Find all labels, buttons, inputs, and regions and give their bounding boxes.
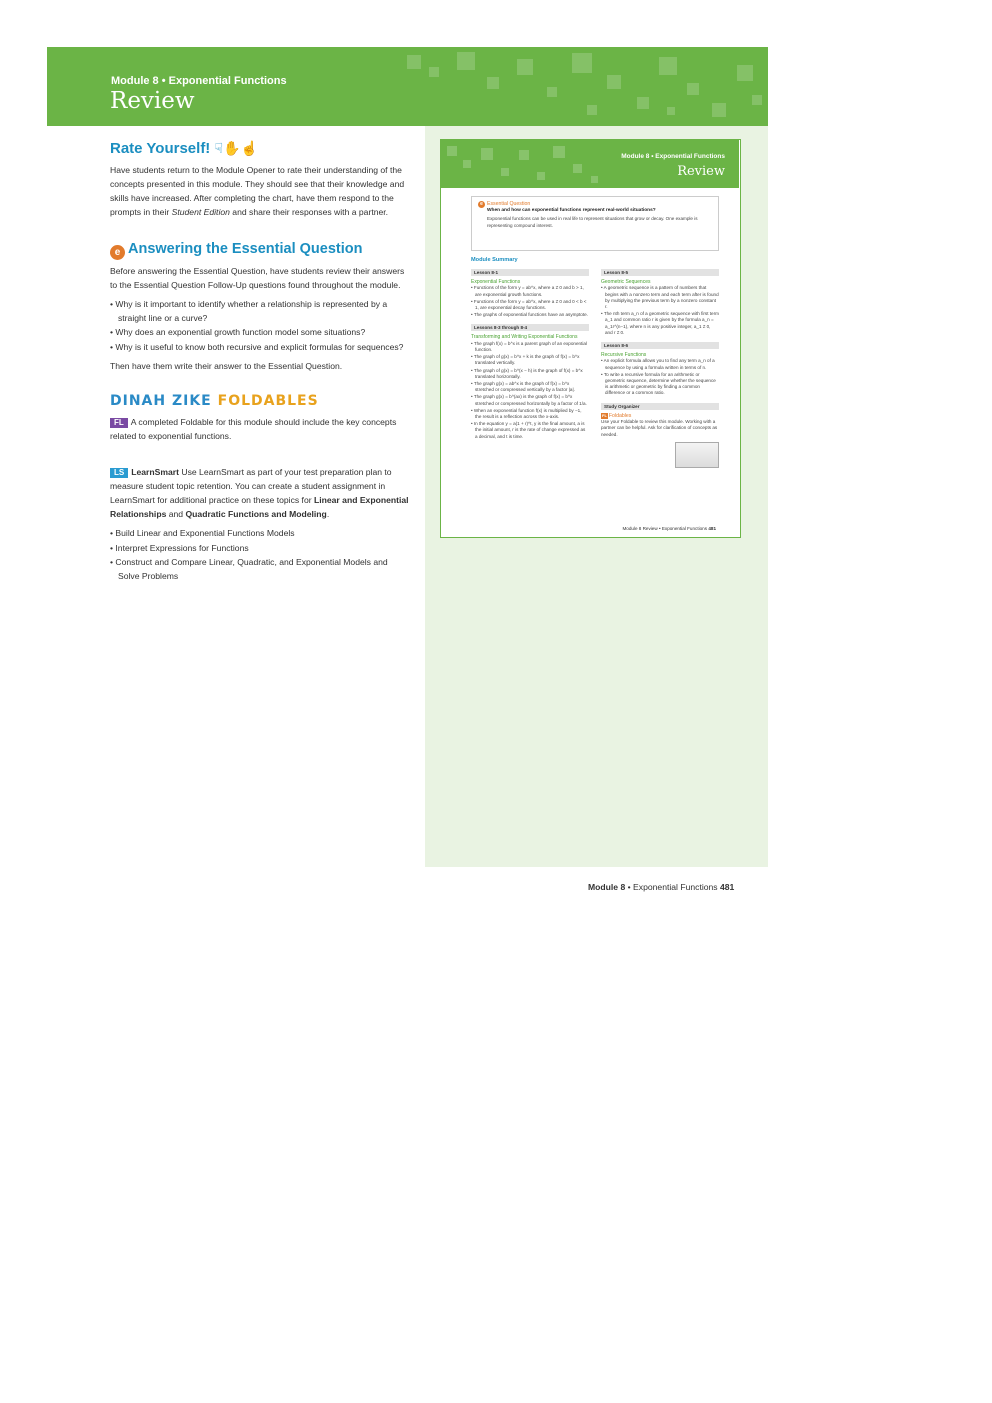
left-column	[110, 140, 410, 584]
header-banner	[47, 47, 768, 126]
lesson-bar: Lessons 8-3 through 8-4	[471, 324, 589, 331]
foldables-badge-icon: FL	[110, 418, 128, 428]
rate-yourself-section	[110, 140, 410, 219]
student-page-thumbnail	[440, 139, 741, 538]
essential-question-box	[471, 196, 719, 251]
list-item: • Build Linear and Exponential Functions Models	[110, 527, 410, 541]
essential-heading: e Answering the Essential Question	[110, 241, 410, 260]
foldables-badge-icon: FL	[602, 412, 607, 418]
essential-question-section	[110, 241, 410, 373]
eq-answer: Exponential functions can be used in real life to represent situations that grow or decay. One example is representing compound interest.	[487, 216, 698, 228]
list-item: • Functions of the form y = ab^x, where a ≠ 0 and 0 < b < 1, are exponential decay functions.	[471, 299, 589, 311]
list-item: • The graph g(x) = ab^x is the graph of f(x) = b^x stretched or compressed vertically by a factor |a|.	[471, 381, 589, 393]
list-item: • The graph f(x) = b^x is a parent graph of an exponential function.	[471, 341, 589, 353]
foldables-text: Use your Foldable to review this module. Working with a partner can be helpful. Ask for clarification of concepts as needed.	[601, 419, 718, 437]
essential-closing: Then have them write their answer to the Essential Question.	[110, 361, 343, 371]
foldables-text: FL A completed Foldable for this module should include the key concepts related to exponential functions.	[110, 417, 397, 441]
list-item: • The nth term a_n of a geometric sequence with first term a_1 and common ratio r is given by the formula a_n = a_1r^(n−1), where n is any positive integer, a_1 ≠ 0, and r ≠ 0.	[601, 311, 719, 336]
foldables-section	[110, 393, 410, 443]
page-title: Review	[110, 88, 195, 114]
list-item: • An explicit formula allows you to find any term a_n of a sequence by using a formula written in terms of n.	[601, 358, 719, 370]
essential-intro: Before answering the Essential Question, have students review their answers to the Essential Question Follow-Up questions found throughout the module.	[110, 266, 405, 290]
summary-left-column	[471, 266, 589, 441]
foldable-image	[675, 442, 719, 468]
list-item: • Why does an exponential growth function model some situations?	[110, 326, 410, 340]
lesson-bar: Lesson 8-1	[471, 269, 589, 276]
topic-heading: Exponential Functions	[471, 279, 521, 285]
eq-label: e Essential Question	[478, 201, 712, 208]
list-item: • In the equation y = a(1 + r)^t, y is the final amount, a is the initial amount, r is the rate of change expressed as a decimal, and t is time.	[471, 421, 589, 440]
list-item: • Why is it useful to know both recursive and explicit formulas for sequences?	[110, 341, 410, 355]
list-item: • When an exponential function f(x) is multiplied by −1, the result is a reflection across the x-axis.	[471, 408, 589, 420]
essential-question-icon: e	[478, 201, 485, 208]
rate-heading: Rate Yourself! ☟✋☝	[110, 140, 258, 157]
lesson-bar: Study Organizer	[601, 403, 719, 410]
eq-question: When and how can exponential functions represent real-world situations?	[487, 208, 656, 213]
topic-heading: Recursive Functions	[601, 352, 647, 359]
topic-heading: Geometric Sequences	[601, 279, 651, 285]
list-item: • The graph g(x) = b^(ax) is the graph of f(x) = b^x stretched or compressed horizontally by a factor of 1/a.	[471, 394, 589, 406]
list-item: • A geometric sequence is a pattern of numbers that begins with a nonzero term and each term after is found by multiplying the previous term by a nonzero constant r.	[601, 285, 719, 310]
essential-question-icon: e	[110, 245, 125, 260]
summary-right-column	[601, 266, 719, 468]
learnsmart-section	[110, 465, 410, 583]
list-item: • The graph of g(x) = b^x + k is the graph of f(x) = b^x translated vertically.	[471, 354, 589, 366]
dinah-zike-foldables-logo: DINAH ZIKE FOLDABLES	[110, 393, 319, 409]
list-item: • Construct and Compare Linear, Quadratic, and Exponential Models and Solve Problems	[110, 556, 410, 583]
learnsmart-badge-icon: LS	[110, 468, 128, 478]
topic-heading: Transforming and Writing Exponential Functions	[471, 334, 578, 341]
thumbnail-banner	[441, 140, 739, 188]
list-item: • Interpret Expressions for Functions	[110, 542, 410, 556]
foldables-label: FL Foldables	[602, 412, 632, 419]
lesson-bar: Lesson 8-6	[601, 342, 719, 349]
rate-body: Have students return to the Module Opener to rate their understanding of the concepts presented in this module. They should see that their knowledge and skills have increased. After completing the chart, have them respond to the prompts in their Student Edition and share their responses with a partner.	[110, 165, 405, 217]
learnsmart-bullets	[110, 527, 410, 583]
essential-bullets	[110, 298, 410, 354]
learnsmart-text: LS LearnSmart Use LearnSmart as part of your test preparation plan to measure student topic retention. You can create a student assignment in LearnSmart for additional practice on these topics for Linear and Exponential Relationships and Quadratic Functions and Modeling.	[110, 467, 409, 519]
thumbnail-footer: Module 8 Review • Exponential Functions 481	[622, 526, 716, 531]
summary-heading: Module Summary	[471, 257, 518, 263]
list-item: • The graph of g(x) = b^(x − h) is the graph of f(x) = b^x translated horizontally.	[471, 368, 589, 380]
thumbs-rating-icon: ☟✋☝	[214, 140, 258, 156]
list-item: • Functions of the form y = ab^x, where a ≠ 0 and b > 1, are exponential growth functions.	[471, 285, 589, 297]
lesson-bar: Lesson 8-5	[601, 269, 719, 276]
list-item: • The graphs of exponential functions have an asymptote.	[471, 312, 589, 318]
module-label: Module 8 • Exponential Functions	[111, 75, 287, 87]
list-item: • To write a recursive formula for an arithmetic or geometric sequence, determine whether the sequence is arithmetic or geometric by finding a common difference or a common ratio.	[601, 372, 719, 397]
list-item: • Why is it important to identify whether a relationship is represented by a straight line or a curve?	[110, 298, 410, 325]
page-footer: Module 8 • Exponential Functions 481	[588, 882, 735, 892]
thumbnail-module: Module 8 • Exponential Functions	[621, 153, 725, 160]
thumbnail-title: Review	[677, 164, 725, 179]
